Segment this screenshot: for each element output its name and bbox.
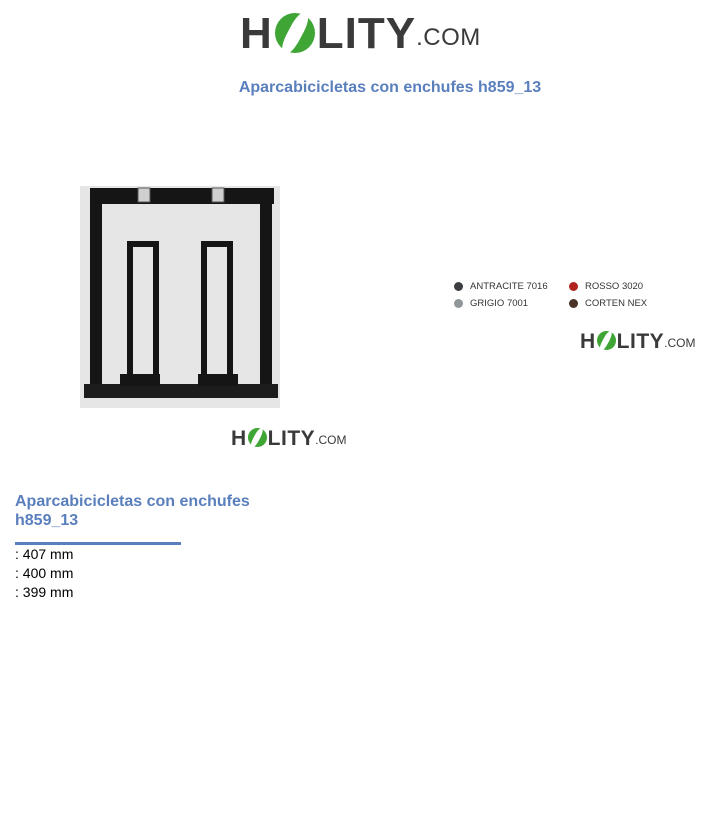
logo-text: LITY — [316, 9, 417, 58]
swatch-dot-icon — [454, 282, 463, 291]
logo-letter-h: H — [580, 330, 596, 353]
product-image — [80, 186, 280, 408]
swatch-corten — [569, 298, 647, 309]
swatch-rosso — [569, 281, 643, 292]
logo-o-icon — [248, 428, 267, 447]
spec-dimension: : 400 mm — [15, 565, 74, 581]
logo-o-icon — [597, 331, 616, 350]
swatch-dot-icon — [454, 299, 463, 308]
logo-text: LITY — [267, 427, 316, 450]
swatch-dot-icon — [569, 299, 578, 308]
product-heading: Aparcabicicletas con enchufes h859_13 — [15, 493, 250, 529]
spec-dimension: : 399 mm — [15, 584, 74, 600]
swatch-label: CORTEN NEX — [585, 298, 648, 309]
holity-logo-image — [231, 428, 347, 449]
page-title: Aparcabicicletas con enchufes h859_13 — [238, 79, 542, 96]
holity-logo-header — [240, 9, 481, 58]
swatch-label: ANTRACITE 7016 — [470, 281, 548, 292]
logo-o-icon — [275, 13, 315, 53]
swatch-grigio — [454, 298, 528, 309]
logo-letter-h: H — [231, 427, 247, 450]
heading-divider — [15, 542, 181, 545]
logo-suffix: .COM — [416, 24, 481, 51]
logo-suffix: .COM — [664, 336, 696, 350]
swatch-label: GRIGIO 7001 — [470, 298, 529, 309]
swatch-label: ROSSO 3020 — [585, 281, 644, 292]
logo-letter-h: H — [240, 9, 273, 58]
logo-text: LITY — [616, 330, 665, 353]
logo-suffix: .COM — [315, 433, 347, 447]
spec-dimension: : 407 mm — [15, 546, 74, 562]
swatch-dot-icon — [569, 282, 578, 291]
swatch-antracite — [454, 281, 548, 292]
holity-logo-swatch — [580, 331, 696, 352]
